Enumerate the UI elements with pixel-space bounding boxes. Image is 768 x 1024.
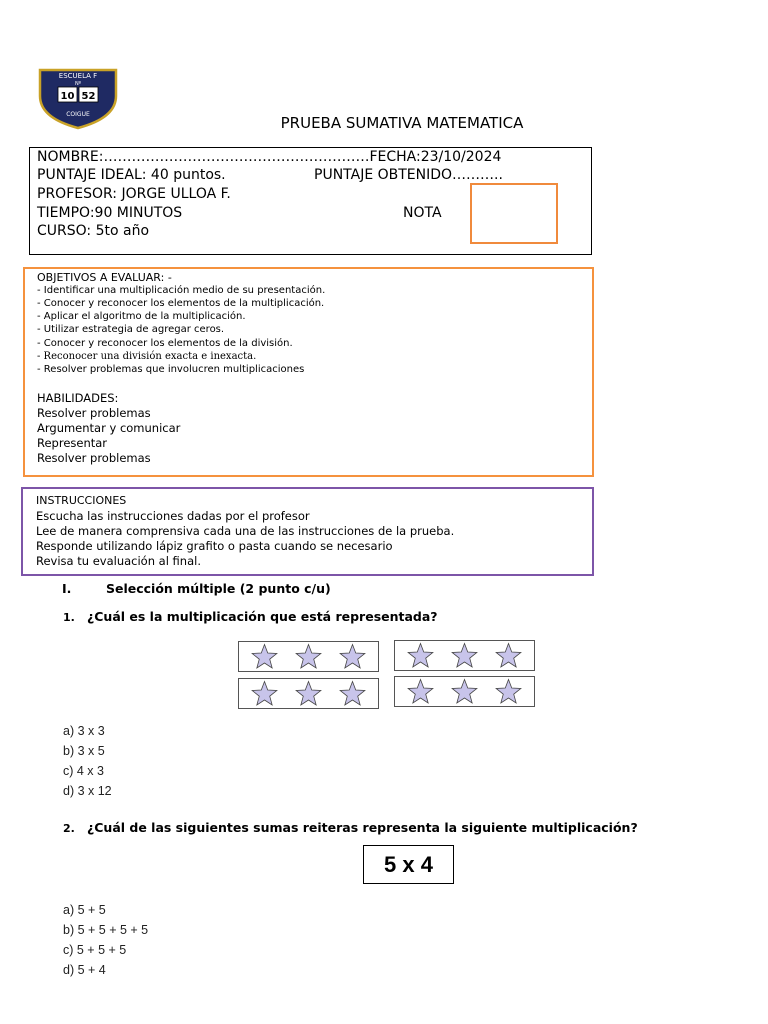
objetivo-item: - Resolver problemas que involucren multiplicaciones: [37, 364, 305, 375]
student-info-box: [29, 147, 592, 255]
nota-label: NOTA: [403, 205, 442, 221]
answer-option[interactable]: b) 5 + 5 + 5 + 5: [63, 923, 149, 937]
stars-figure: [395, 641, 534, 670]
nota-field[interactable]: [470, 183, 558, 244]
habilidad-item: Resolver problemas: [37, 451, 151, 465]
logo-number-left: 10: [60, 91, 75, 102]
star-group: [238, 678, 379, 709]
objetivo-item: - Conocer y reconocer los elementos de la multiplicación.: [37, 298, 325, 309]
star-icon: [340, 645, 365, 669]
section-number: I.: [62, 581, 72, 596]
star-icon: [496, 680, 521, 704]
question-number: 2.: [63, 822, 75, 835]
puntaje-ideal: PUNTAJE IDEAL: 40 puntos.: [37, 167, 226, 183]
star-icon: [452, 680, 477, 704]
habilidad-item: Resolver problemas: [37, 406, 151, 420]
objetivo-item: - Conocer y reconocer los elementos de la división.: [37, 338, 293, 349]
star-group: [394, 676, 535, 707]
star-icon: [408, 644, 433, 668]
question-1: [63, 609, 438, 624]
puntaje-obtenido: PUNTAJE OBTENIDO………..: [314, 167, 503, 183]
logo-number-right: 52: [81, 91, 96, 102]
star-icon: [296, 682, 321, 706]
stars-figure: [239, 679, 378, 708]
curso: CURSO: 5to año: [37, 223, 150, 239]
objetivo-item: - Identificar una multiplicación medio de su presentación.: [37, 285, 326, 296]
star-icon: [408, 680, 433, 704]
habilidades-header: HABILIDADES:: [37, 391, 119, 405]
habilidad-item: Representar: [37, 436, 108, 450]
star-icon: [296, 645, 321, 669]
habilidad-item: Argumentar y comunicar: [37, 421, 181, 435]
objetivos-header: OBJETIVOS A EVALUAR: -: [37, 271, 172, 284]
instruccion-line: Escucha las instrucciones dadas por el profesor: [36, 509, 310, 523]
logo-top-text: ESCUELA F: [58, 72, 98, 80]
multiplication-box: 5 x 4: [363, 845, 454, 884]
instruccion-line: Lee de manera comprensiva cada una de las instrucciones de la prueba.: [36, 524, 455, 538]
objetivo-item: - Aplicar el algoritmo de la multiplicación.: [37, 311, 246, 322]
instruccion-line: Responde utilizando lápiz grafito o pasta cuando se necesario: [36, 539, 393, 553]
star-icon: [452, 644, 477, 668]
section-heading: [62, 581, 331, 596]
objetivo-item: - Reconocer una división exacta e inexacta.: [37, 351, 257, 362]
instrucciones-box: [21, 487, 594, 576]
answer-option[interactable]: c) 4 x 3: [63, 764, 104, 778]
instrucciones-header: INSTRUCCIONES: [36, 494, 127, 507]
answer-option[interactable]: a) 3 x 3: [63, 724, 105, 738]
stars-figure: [395, 677, 534, 706]
page-title: PRUEBA SUMATIVA MATEMATICA: [280, 114, 524, 132]
answer-option[interactable]: d) 3 x 12: [63, 784, 112, 798]
answer-option[interactable]: c) 5 + 5 + 5: [63, 943, 127, 957]
star-group: [394, 640, 535, 671]
profesor: PROFESOR: JORGE ULLOA F.: [37, 186, 231, 202]
star-icon: [252, 682, 277, 706]
question-2: [63, 820, 638, 835]
star-group: [238, 641, 379, 672]
stars-figure: [239, 642, 378, 671]
question-number: 1.: [63, 611, 75, 624]
objetivos-box: [23, 267, 594, 477]
objetivo-item: - Utilizar estrategia de agregar ceros.: [37, 324, 225, 335]
section-title: Selección múltiple (2 punto c/u): [106, 581, 331, 596]
answer-option[interactable]: d) 5 + 4: [63, 963, 106, 977]
logo-bottom-text: COIGUE: [66, 111, 90, 118]
instruccion-line: Revisa tu evaluación al final.: [36, 554, 201, 568]
star-icon: [496, 644, 521, 668]
star-icon: [252, 645, 277, 669]
question-text: ¿Cuál de las siguientes sumas reiteras representa la siguiente multiplicación?: [87, 820, 638, 835]
logo-mid-text: Nº: [74, 81, 82, 87]
star-icon: [340, 682, 365, 706]
question-text: ¿Cuál es la multiplicación que está representada?: [87, 609, 438, 624]
answer-option[interactable]: b) 3 x 5: [63, 744, 105, 758]
tiempo: TIEMPO:90 MINUTOS: [37, 205, 183, 221]
nombre-fecha-line: NOMBRE:…………………………………………………FECHA:23/10/2024: [37, 149, 502, 165]
answer-option[interactable]: a) 5 + 5: [63, 903, 106, 917]
